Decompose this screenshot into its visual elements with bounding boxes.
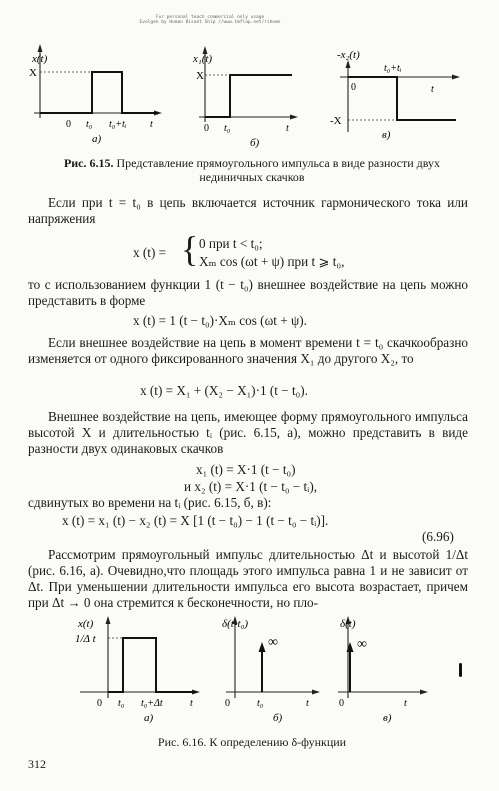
- equation-6-number: (6.96): [422, 529, 454, 544]
- fig616-a-t0dt: t₀+Δt: [141, 698, 163, 709]
- fig615-c-t: t: [431, 84, 434, 95]
- fig616-panel-c: [338, 616, 428, 724]
- fig616-b-tag: б): [273, 712, 283, 724]
- fig615-c-ylabel: -x₂(t): [337, 49, 360, 61]
- fig615-a-tag: a): [92, 133, 102, 145]
- fig616-a-ylabel: x(t): [78, 618, 94, 630]
- watermark-line-2: Evolgen by Human Bisant Shlp //www.tmflap.net/rihomn: [139, 20, 281, 25]
- paragraph-2: то с использованием функции 1 (t − t₀) внешнее воздействие на цепь можно представить в форме: [28, 277, 468, 308]
- eq1-lhs: x (t) =: [133, 245, 167, 260]
- fig616-panel-b: [222, 616, 320, 724]
- fig616-a-t0: t₀: [118, 698, 125, 709]
- fig615-b-t: t: [286, 123, 289, 134]
- eq1-case-1: 0 при t < t₀;: [199, 236, 263, 251]
- figure-6-15: [0, 0, 499, 160]
- fig615-a-t0pt: t₀+tᵢ: [109, 119, 127, 130]
- paragraph-4: Внешнее воздействие на цепь, имеющее форму прямоугольного импульса высотой X и длительностью tᵢ (рис. 6.15, a), можно представить в виде разности двух одинаковых скачков: [28, 409, 468, 456]
- equation-5: и x₂ (t) = X·1 (t − t₀ − tᵢ),: [184, 479, 318, 494]
- fig616-panel-a: [75, 616, 200, 724]
- equation-4: x₁ (t) = X·1 (t − t₀): [196, 462, 296, 477]
- fig615-panel-a: [29, 44, 162, 145]
- fig615-a-origin: 0: [66, 119, 71, 130]
- fig616-c-inf: ∞: [357, 637, 367, 652]
- paragraph-5: сдвинутых во времени на tᵢ (рис. 6.15, б, в):: [28, 495, 272, 510]
- fig615-c-tag: в): [382, 129, 391, 141]
- fig616-c-ylabel: δ(t): [340, 618, 356, 630]
- eq1-brace: {: [181, 229, 199, 269]
- fig615-c-level: -X: [330, 115, 342, 127]
- fig616-a-level: 1/Δ t: [75, 633, 96, 645]
- fig615-c-top: t₀+tᵢ: [384, 63, 402, 74]
- fig616-b-t: t: [306, 698, 309, 709]
- fig616-c-t: t: [404, 698, 407, 709]
- fig616-a-t: t: [190, 698, 193, 709]
- paragraph-1: Если при t = t₀ в цепь включается источник гармонического тока или напряжения: [28, 195, 468, 226]
- fig615-a-t0: t₀: [86, 119, 93, 130]
- fig615-a-level: X: [29, 67, 37, 79]
- equation-3: x (t) = X₁ + (X₂ − X₁)·1 (t − t₀).: [140, 383, 308, 398]
- paragraph-6: Рассмотрим прямоугольный импульс длительностью Δt и высотой 1/Δt (рис. 6.16, a). Очевидно,что площадь этого импульса равна 1 и не зависит от Δt. При уменьшении длительности импульса его высота возрастает, причем при Δt → 0 она стремится к бесконечности, но пло-: [28, 547, 468, 610]
- figure-6-16: [0, 610, 499, 735]
- fig615-a-t: t: [150, 119, 153, 130]
- fig616-a-origin: 0: [97, 698, 102, 709]
- ink-mark: [459, 663, 462, 677]
- fig616-c-tag: в): [383, 712, 392, 724]
- fig615-b-t0: t₀: [224, 123, 231, 134]
- fig615-caption-text: Представление прямоугольного импульса в виде разности двух нединичных скачков: [116, 156, 441, 184]
- eq1-case-2: Xₘ cos (ωt + ψ) при t ⩾ t₀,: [199, 254, 345, 269]
- figure-6-16-caption: Рис. 6.16. К определению δ-функции: [157, 735, 347, 749]
- fig615-b-ylabel: x₁(t): [193, 53, 213, 65]
- equation-6: x (t) = x₁ (t) − x₂ (t) = X [1 (t − t₀) − 1 (t − t₀ − tᵢ)].: [62, 513, 329, 528]
- fig615-caption-label: Рис. 6.15.: [63, 156, 114, 170]
- fig616-a-tag: a): [144, 712, 154, 724]
- paragraph-3: Если внешнее воздействие на цепь в момент времени t = t₀ скачкообразно изменяется от одного фиксированного значения X₁ до другого X₂, то: [28, 335, 468, 366]
- fig616-b-ylabel: δ(t-t₀): [222, 618, 249, 630]
- page-number: 312: [28, 757, 46, 771]
- fig616-c-origin: 0: [339, 698, 344, 709]
- fig615-a-ylabel: x(t): [32, 53, 48, 65]
- figure-6-15-caption: [32, 156, 472, 184]
- fig615-panel-c: [330, 49, 460, 141]
- equation-2: x (t) = 1 (t − t₀)·Xₘ cos (ωt + ψ).: [133, 313, 307, 328]
- fig616-b-inf: ∞: [268, 635, 278, 650]
- watermark-line-1: Fur personal teach commercial only usage: [155, 15, 265, 20]
- fig615-panel-b: [192, 46, 298, 149]
- fig616-b-t0: t₀: [257, 698, 264, 709]
- fig615-c-origin: 0: [351, 82, 356, 93]
- fig615-b-level: X: [196, 70, 204, 82]
- fig616-b-origin: 0: [225, 698, 230, 709]
- fig615-b-tag: б): [250, 137, 260, 149]
- fig615-b-origin: 0: [204, 123, 209, 134]
